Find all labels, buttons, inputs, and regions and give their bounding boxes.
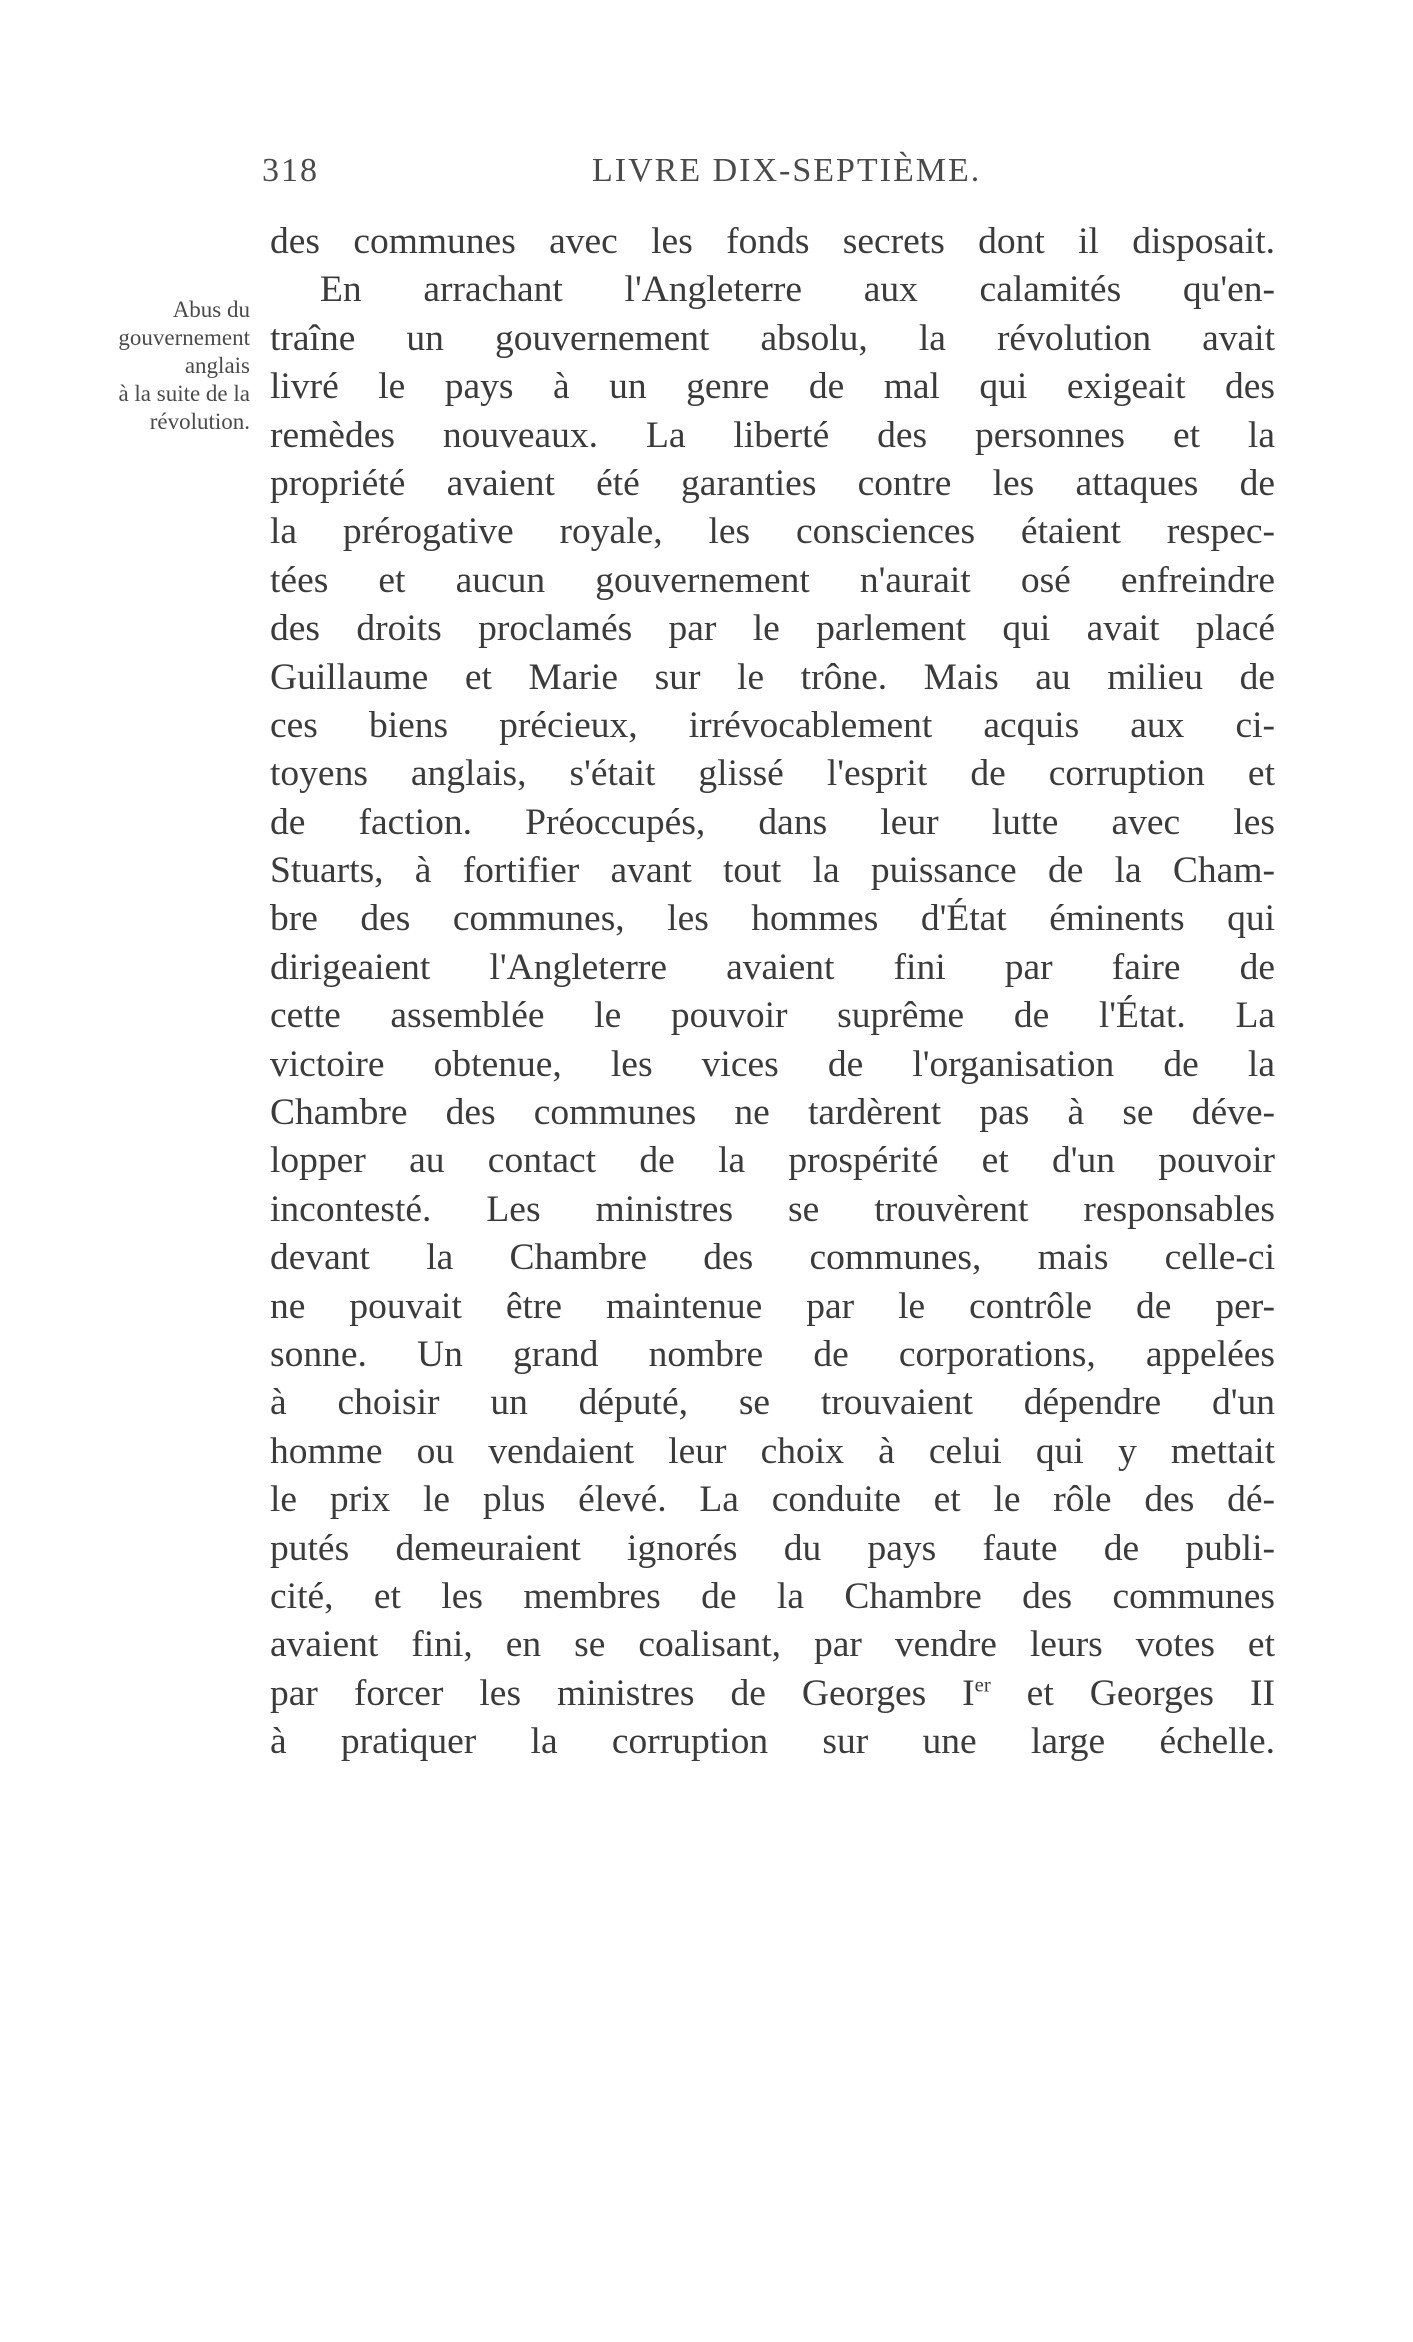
text-line: ces biens précieux, irrévocablement acquis aux ci- — [270, 704, 1275, 746]
text-line: des droits proclamés par le parlement qui avait placé — [270, 608, 1275, 650]
text-line: à choisir un député, se trouvaient dépendre d'un — [270, 1382, 1275, 1424]
text-line: cette assemblée le pouvoir suprême de l'État. La — [270, 995, 1275, 1037]
text-line: à pratiquer la corruption sur une large échelle. — [270, 1721, 1275, 1763]
margin-note-line: gouvernement — [118, 325, 250, 350]
text-line: dirigeaient l'Angleterre avaient fini par faire de — [270, 946, 1275, 988]
page-number: 318 — [262, 152, 319, 189]
text-line: toyens anglais, s'était glissé l'esprit de corruption et — [270, 753, 1275, 795]
margin-note — [18, 296, 250, 436]
text-line: sonne. Un grand nombre de corporations, appelées — [270, 1333, 1275, 1375]
text-line: En arrachant l'Angleterre aux calamités qu'en- — [320, 269, 1275, 311]
text-line: des communes avec les fonds secrets dont il disposait. — [270, 221, 1275, 262]
text-line: Guillaume et Marie sur le trône. Mais au milieu de — [270, 656, 1275, 698]
text-segment: et Georges II — [990, 1672, 1275, 1714]
text-line: victoire obtenue, les vices de l'organisation de la — [270, 1043, 1275, 1085]
text-line: lopper au contact de la prospérité et d'un pouvoir — [270, 1140, 1275, 1182]
running-head — [262, 152, 1277, 202]
text-line: Chambre des communes ne tardèrent pas à se déve- — [270, 1092, 1275, 1134]
text-segment: par forcer les ministres de Georges I — [270, 1672, 975, 1714]
text-line: devant la Chambre des communes, mais celle-ci — [270, 1237, 1275, 1279]
text-line: de faction. Préoccupés, dans leur lutte avec les — [270, 801, 1275, 843]
text-line: putés demeuraient ignorés du pays faute de publi- — [270, 1527, 1275, 1569]
text-line: ne pouvait être maintenue par le contrôle de per- — [270, 1285, 1275, 1327]
margin-note-line: révolution. — [149, 409, 250, 434]
text-line — [270, 1670, 1275, 1718]
text-line: Stuarts, à fortifier avant tout la puissance de la Cham- — [270, 850, 1275, 892]
text-line: bre des communes, les hommes d'État éminents qui — [270, 898, 1275, 940]
text-line: traîne un gouvernement absolu, la révolution avait — [270, 317, 1275, 359]
superscript: er — [974, 1674, 991, 1697]
margin-note-line: anglais — [184, 353, 250, 378]
text-line: livré le pays à un genre de mal qui exigeait des — [270, 366, 1275, 408]
text-line: le prix le plus élevé. La conduite et le rôle des dé- — [270, 1479, 1275, 1521]
margin-note-line: à la suite de la — [118, 381, 250, 406]
text-line: homme ou vendaient leur choix à celui qui y mettait — [270, 1430, 1275, 1472]
text-line: propriété avaient été garanties contre les attaques de — [270, 462, 1275, 504]
text-line: la prérogative royale, les consciences étaient respec- — [270, 511, 1275, 553]
text-line: cité, et les membres de la Chambre des communes — [270, 1575, 1275, 1617]
text-line: incontesté. Les ministres se trouvèrent responsables — [270, 1188, 1275, 1230]
text-line: avaient fini, en se coalisant, par vendre leurs votes et — [270, 1624, 1275, 1666]
margin-note-line: Abus du — [172, 297, 250, 322]
text-line: remèdes nouveaux. La liberté des personnes et la — [270, 414, 1275, 456]
text-line: tées et aucun gouvernement n'aurait osé enfreindre — [270, 559, 1275, 601]
body-text — [270, 218, 1275, 1767]
book-title: LIVRE DIX-SEPTIÈME. — [592, 152, 982, 189]
